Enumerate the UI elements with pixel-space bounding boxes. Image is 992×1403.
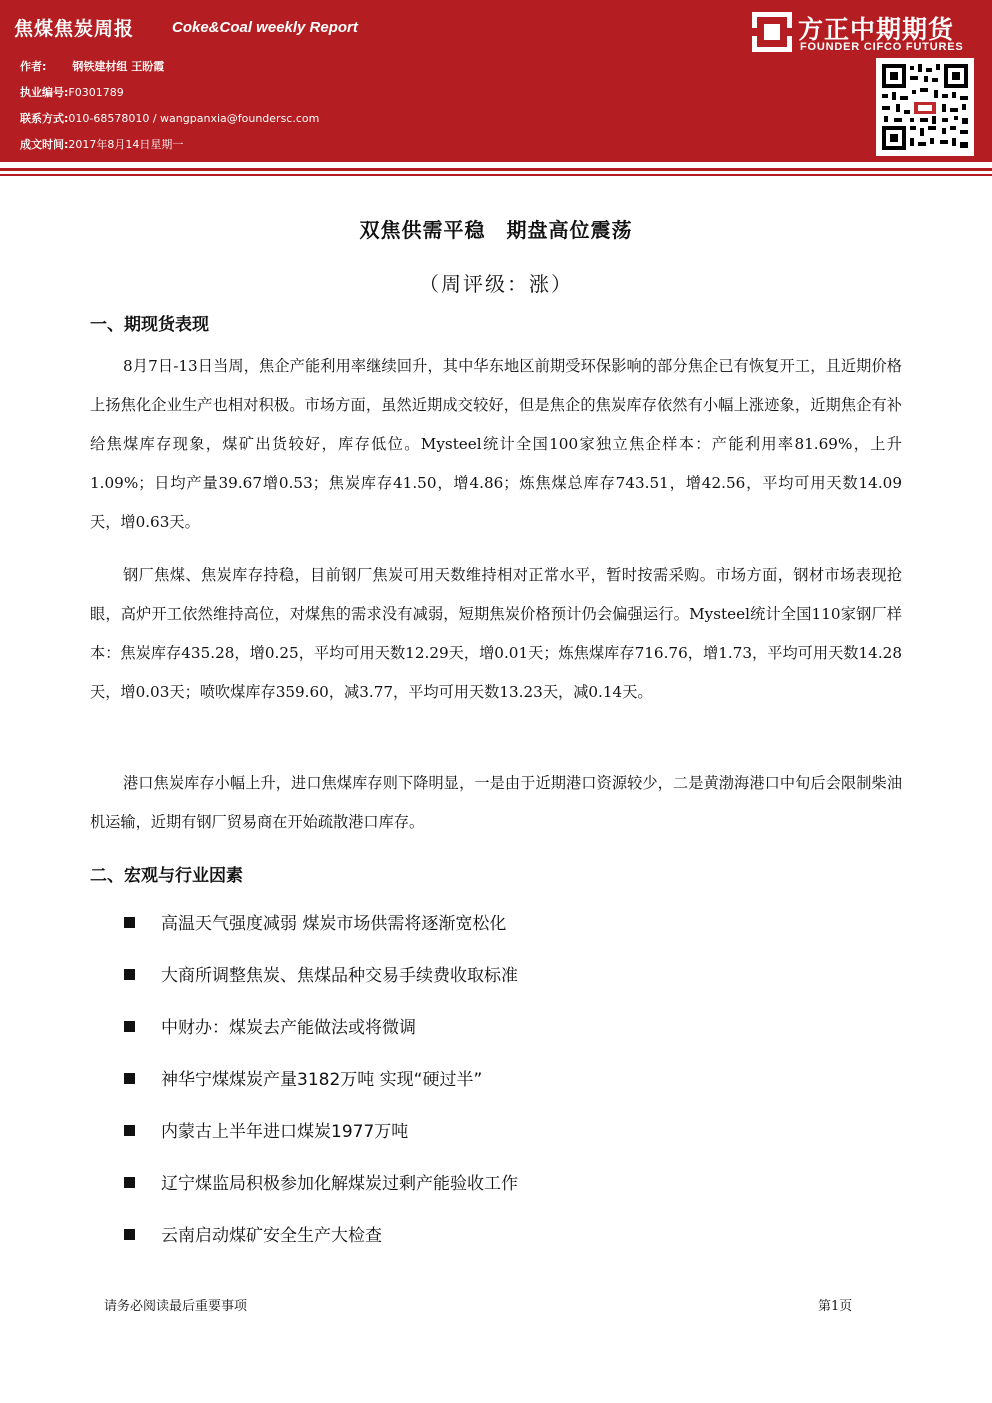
news-list xyxy=(124,905,518,1269)
license-label: 执业编号: xyxy=(20,86,69,99)
date-label: 成文时间: xyxy=(20,138,69,151)
author-value: 钢铁建材组 王盼霞 xyxy=(72,60,165,73)
list-item xyxy=(124,1061,518,1113)
square-bullet-icon xyxy=(124,969,135,980)
author-row xyxy=(20,58,164,74)
report-title: 焦煤焦炭周报 xyxy=(14,18,135,40)
header-divider-thin xyxy=(0,174,992,176)
header-divider xyxy=(0,168,992,171)
report-header xyxy=(0,0,992,162)
date-row xyxy=(20,136,183,152)
section-heading-spot-futures: 一、期现货表现 xyxy=(90,315,209,335)
founder-logo-icon xyxy=(752,12,792,52)
paragraph-steel-mills: 钢厂焦煤、焦炭库存持稳，目前钢厂焦炭可用天数维持相对正常水平，暂时按需采购。市场方面，钢材市场表现抢眼，高炉开工依然维持高位，对煤焦的需求没有减弱，短期焦炭价格预计仍会偏强运行。Mysteel统计全国110家钢厂样本：焦炭库存435.28，增0.25，平均可用天数12.29天，增0.01天；炼焦煤库存716.76，增1.73，平均可用天数14.28天，增0.03天；喷吹煤库存359.60，减3.77，平均可用天数13.23天，减0.14天。 xyxy=(90,566,902,701)
square-bullet-icon xyxy=(124,917,135,928)
list-item-text: 中财办：煤炭去产能做法或将微调 xyxy=(161,1018,416,1038)
list-item-text: 高温天气强度减弱 煤炭市场供需将逐渐宽松化 xyxy=(161,914,507,934)
list-item-text: 辽宁煤监局积极参加化解煤炭过剩产能验收工作 xyxy=(161,1174,518,1194)
square-bullet-icon xyxy=(124,1021,135,1032)
page-number: 第1页 xyxy=(818,1299,853,1314)
list-item xyxy=(124,1217,518,1269)
list-item-text: 内蒙古上半年进口煤炭1977万吨 xyxy=(161,1122,409,1142)
list-item xyxy=(124,1113,518,1165)
qr-code-icon xyxy=(876,58,974,156)
list-item xyxy=(124,1009,518,1061)
square-bullet-icon xyxy=(124,1177,135,1188)
report-subtitle: Coke&Coal weekly Report xyxy=(172,19,358,36)
logo-text-cn: 方正中期期货 xyxy=(798,15,955,44)
paragraph-coking-plants: 8月7日-13日当周，焦企产能利用率继续回升，其中华东地区前期受环保影响的部分焦企已有恢复开工，且近期价格上扬焦化企业生产也相对积极。市场方面，虽然近期成交较好，但是焦企的焦炭库存依然有小幅上涨迹象，近期焦企有补给焦煤库存现象，煤矿出货较好，库存低位。Mysteel统计全国100家独立焦企样本：产能利用率81.69%，上升1.09%；日均产量39.67增0.53；焦炭库存41.50，增4.86；炼焦煤总库存743.51，增42.56，平均可用天数14.09天，增0.63天。 xyxy=(90,357,902,531)
list-item xyxy=(124,905,518,957)
weekly-rating: （周评级：涨） xyxy=(419,272,573,296)
list-item-text: 大商所调整焦炭、焦煤品种交易手续费收取标准 xyxy=(161,966,518,986)
license-row xyxy=(20,84,124,100)
paragraph-ports: 港口焦炭库存小幅上升，进口焦煤库存则下降明显，一是由于近期港口资源较少，二是黄渤海港口中旬后会限制柴油机运输，近期有钢厂贸易商在开始疏散港口库存。 xyxy=(90,774,902,831)
author-label: 作者: xyxy=(20,60,47,73)
date-value: 2017年8月14日星期一 xyxy=(68,138,184,151)
contact-label: 联系方式: xyxy=(20,112,69,125)
square-bullet-icon xyxy=(124,1229,135,1240)
list-item xyxy=(124,1165,518,1217)
document-title: 双焦供需平稳 期盘高位震荡 xyxy=(359,218,633,242)
footer-disclaimer-note: 请务必阅读最后重要事项 xyxy=(104,1299,248,1314)
company-logo xyxy=(752,10,982,56)
list-item-text: 神华宁煤煤炭产量3182万吨 实现“硬过半” xyxy=(161,1070,483,1090)
list-item xyxy=(124,957,518,1009)
contact-row xyxy=(20,110,319,126)
square-bullet-icon xyxy=(124,1073,135,1084)
square-bullet-icon xyxy=(124,1125,135,1136)
list-item-text: 云南启动煤矿安全生产大检查 xyxy=(161,1226,382,1246)
license-value: F0301789 xyxy=(68,86,124,99)
logo-text-en: FOUNDER CIFCO FUTURES xyxy=(800,41,964,53)
section-heading-macro-industry: 二、宏观与行业因素 xyxy=(90,866,243,886)
contact-value: 010-68578010 / wangpanxia@foundersc.com xyxy=(68,112,320,125)
